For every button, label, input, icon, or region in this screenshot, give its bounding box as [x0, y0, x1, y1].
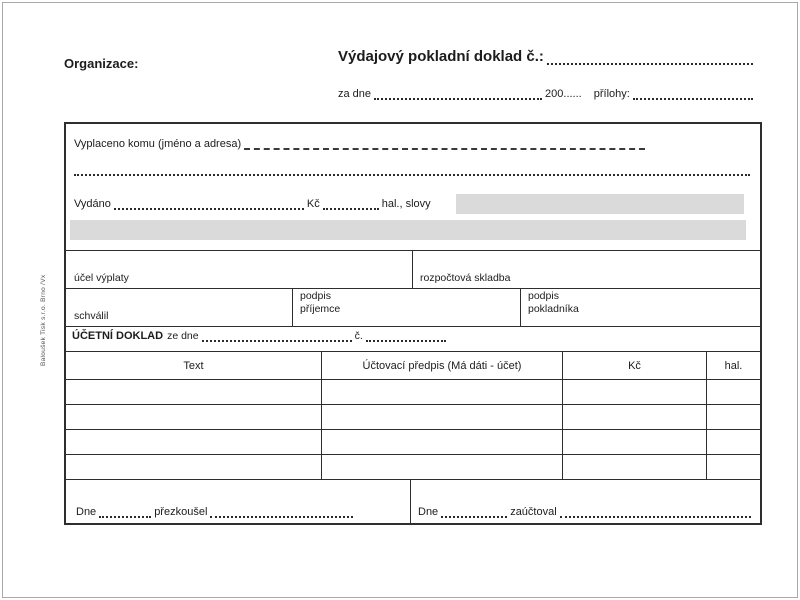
rule — [292, 288, 293, 326]
attachments-label: přílohy: — [593, 88, 630, 100]
approved-by-label: schválil — [74, 310, 109, 322]
checked-by-label: přezkoušel — [154, 506, 208, 518]
table-cell — [707, 430, 760, 455]
rule — [66, 326, 760, 327]
table-cell — [66, 455, 322, 480]
posted-date-label: Dne — [418, 506, 439, 518]
accounting-number-label: č. — [354, 330, 363, 342]
table-cell — [563, 380, 707, 405]
accounting-date-leader — [202, 337, 352, 342]
rule — [410, 479, 411, 523]
table-cell — [707, 405, 760, 430]
table-cell — [66, 380, 322, 405]
table-cell — [66, 430, 322, 455]
recipient-signature-line1: podpis — [300, 290, 331, 302]
checked-line — [76, 506, 356, 518]
table-header-hal: hal. — [707, 352, 760, 380]
printer-imprint: Baloušek Tisk s.r.o. Brno /Vx — [40, 274, 47, 366]
table-cell — [707, 380, 760, 405]
checked-by-leader — [210, 513, 353, 518]
title-dotted-leader — [547, 60, 753, 65]
rule — [412, 250, 413, 288]
payee-dashed-leader — [244, 145, 645, 150]
kc-label: Kč — [306, 198, 320, 210]
recipient-signature-line2: příjemce — [300, 302, 341, 315]
budget-structure-label: rozpočtová skladba — [420, 272, 511, 284]
table-cell — [707, 455, 760, 480]
table-cell — [563, 455, 707, 480]
accounting-doc-line — [72, 330, 449, 342]
checked-date-label: Dne — [76, 506, 97, 518]
table-header-predpis: Účtovací předpis (Má dáti - účet) — [322, 352, 563, 380]
table-cell — [322, 405, 563, 430]
accounting-number-leader — [366, 337, 446, 342]
amount-words-box — [456, 194, 744, 214]
payee-dotted-line — [74, 174, 750, 176]
form-body — [64, 122, 762, 525]
rule — [520, 288, 521, 326]
title-line — [338, 48, 756, 65]
posted-by-leader — [560, 513, 751, 518]
purpose-label: účel výplaty — [74, 272, 129, 284]
cashier-signature-label — [528, 290, 579, 315]
recipient-signature-label — [300, 290, 340, 315]
table-cell — [563, 430, 707, 455]
form-title: Výdajový pokladní doklad č.: — [338, 48, 544, 65]
haler-dotted-leader — [323, 205, 379, 210]
organization-label: Organizace: — [64, 56, 139, 71]
table-cell — [322, 380, 563, 405]
accounting-doc-label: ÚČETNÍ DOKLAD — [72, 330, 164, 342]
cashier-signature-line2: pokladníka — [528, 302, 579, 315]
accounting-date-label: ze dne — [167, 330, 199, 342]
attachments-dotted-leader — [633, 95, 753, 100]
checked-date-leader — [99, 513, 151, 518]
cashier-signature-line1: podpis — [528, 290, 559, 302]
posted-date-leader — [441, 513, 507, 518]
vydano-label: Vydáno — [74, 198, 111, 210]
rule — [66, 250, 760, 251]
amount-words-bar — [70, 220, 746, 240]
date-dotted-leader — [374, 95, 542, 100]
amount-dotted-leader — [114, 205, 304, 210]
rule — [66, 288, 760, 289]
date-line — [338, 88, 756, 100]
amount-line — [74, 198, 431, 210]
hal-slovy-label: hal., slovy — [381, 198, 431, 210]
posted-line — [418, 506, 754, 518]
payee-line — [74, 138, 648, 150]
table-cell — [66, 405, 322, 430]
table-cell — [322, 455, 563, 480]
table-header-text: Text — [66, 352, 322, 380]
table-header-kc: Kč — [563, 352, 707, 380]
date-label: za dne — [338, 88, 372, 100]
year-dots: 200...... — [545, 88, 582, 100]
posted-by-label: zaúčtoval — [510, 506, 557, 518]
table-cell — [322, 430, 563, 455]
table-cell — [563, 405, 707, 430]
entries-table — [66, 351, 760, 479]
payee-label: Vyplaceno komu (jméno a adresa) — [74, 138, 242, 150]
